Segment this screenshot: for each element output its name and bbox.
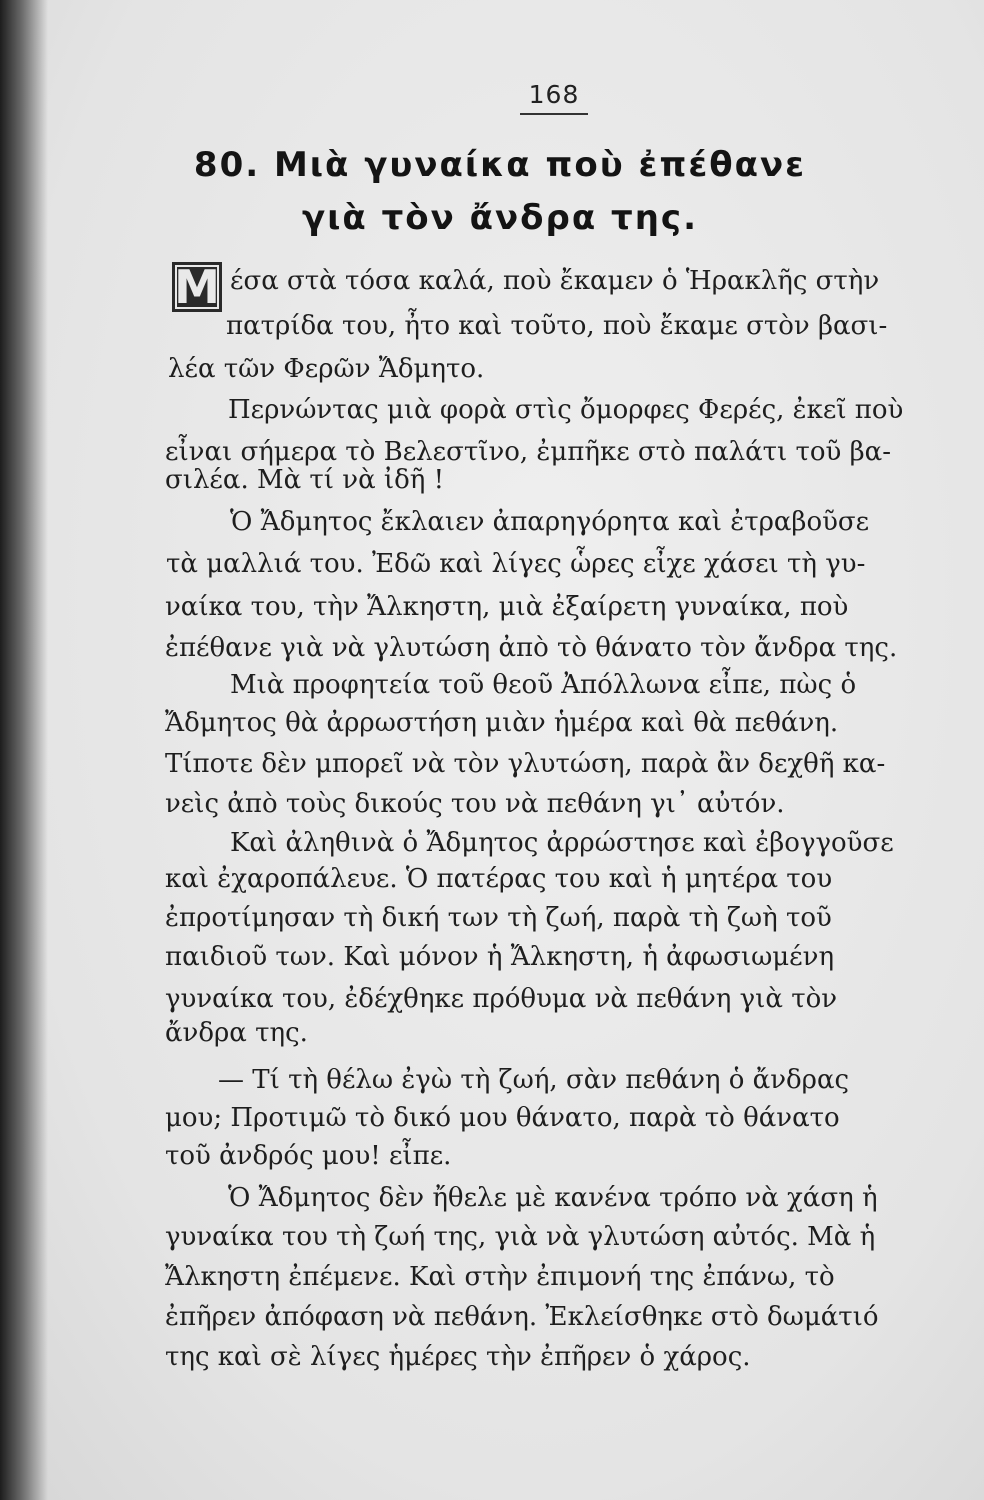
text-line: της καὶ σὲ λίγες ἡμέρες τὴν ἐπῆρεν ὁ χάρος.	[165, 1342, 751, 1372]
text-line: — Τί τὴ θέλω ἐγὼ τὴ ζωή, σὰν πεθάνη ὁ ἄνδρας	[218, 1065, 850, 1095]
text-line: Ἄδμητος θὰ ἀρρωστήση μιὰν ἡμέρα καὶ θὰ πεθάνη.	[165, 708, 839, 738]
text-line: γυναίκα του τὴ ζωή της, γιὰ νὰ γλυτώση αὐτός. Μὰ ἡ	[165, 1222, 876, 1252]
binding-shadow	[0, 0, 48, 1500]
text-line: Ὁ Ἄδμητος δὲν ἤθελε μὲ κανένα τρόπο νὰ χάση ἡ	[228, 1183, 878, 1213]
text-line: εἶναι σήμερα τὸ Βελεστῖνο, ἐμπῆκε στὸ παλάτι τοῦ βα-	[165, 437, 891, 467]
text-line: Μιὰ προφητεία τοῦ θεοῦ Ἀπόλλωνα εἶπε, πὼς ὁ	[230, 670, 857, 700]
text-line: ἄνδρα της.	[165, 1018, 308, 1048]
text-line: τοῦ ἀνδρός μου! εἶπε.	[165, 1141, 452, 1171]
text-line: Καὶ ἀληθινὰ ὁ Ἄδμητος ἀρρώστησε καὶ ἐβογγοῦσε	[230, 828, 894, 858]
text-line: έσα στὰ τόσα καλά, ποὺ ἔκαμεν ὁ Ἡρακλῆς στὴν	[230, 266, 880, 296]
text-line: νεὶς ἀπὸ τοὺς δικούς του νὰ πεθάνη γι᾽ αὐτόν.	[165, 789, 785, 819]
text-line: ἐπροτίμησαν τὴ δική των τὴ ζωή, παρὰ τὴ ζωὴ τοῦ	[165, 903, 832, 933]
text-line: Ὁ Ἄδμητος ἔκλαιεν ἀπαρηγόρητα καὶ ἐτραβοῦσε	[230, 507, 870, 537]
text-line: πατρίδα του, ἦτο καὶ τοῦτο, ποὺ ἔκαμε στὸν βασι-	[226, 311, 888, 341]
text-line: ἐπέθανε γιὰ νὰ γλυτώση ἀπὸ τὸ θάνατο τὸν ἄνδρα της.	[165, 633, 898, 663]
chapter-title-line-1: 80. Μιὰ γυναίκα ποὺ ἐπέθανε	[193, 145, 807, 185]
text-line: Τίποτε δὲν μπορεῖ νὰ τὸν γλυτώση, παρὰ ἂν δεχθῆ κα-	[165, 749, 886, 779]
text-line: ναίκα του, τὴν Ἄλκηστη, μιὰ ἐξαίρετη γυναίκα, ποὺ	[165, 592, 849, 622]
text-line: μου; Προτιμῶ τὸ δικό μου θάνατο, παρὰ τὸ θάνατο	[165, 1103, 840, 1133]
text-line: ἐπῆρεν ἀπόφαση νὰ πεθάνη. Ἐκλείσθηκε στὸ δωμάτιό	[165, 1302, 879, 1332]
text-line: καὶ ἐχαροπάλευε. Ὁ πατέρας του καὶ ἡ μητέρα του	[165, 864, 833, 894]
text-line: γυναίκα του, ἐδέχθηκε πρόθυμα νὰ πεθάνη γιὰ τὸν	[165, 984, 838, 1014]
page-number: 168	[520, 80, 588, 115]
text-line: σιλέα. Μὰ τί νὰ ἰδῆ !	[165, 465, 445, 495]
text-line: Περνώντας μιὰ φορὰ στὶς ὄμορφες Φερές, ἐκεῖ ποὺ	[228, 395, 904, 425]
text-line: παιδιοῦ των. Καὶ μόνον ἡ Ἄλκηστη, ἡ ἀφωσιωμένη	[165, 942, 835, 972]
text-line: Ἄλκηστη ἐπέμενε. Καὶ στὴν ἐπιμονή της ἐπάνω, τὸ	[165, 1262, 835, 1292]
text-line: λέα τῶν Φερῶν Ἄδμητο.	[168, 354, 485, 384]
drop-cap-initial: Μ	[172, 262, 222, 312]
text-line: τὰ μαλλιά του. Ἐδῶ καὶ λίγες ὧρες εἶχε χάσει τὴ γυ-	[166, 549, 866, 579]
chapter-title-line-2: γιὰ τὸν ἄνδρα της.	[301, 198, 699, 238]
